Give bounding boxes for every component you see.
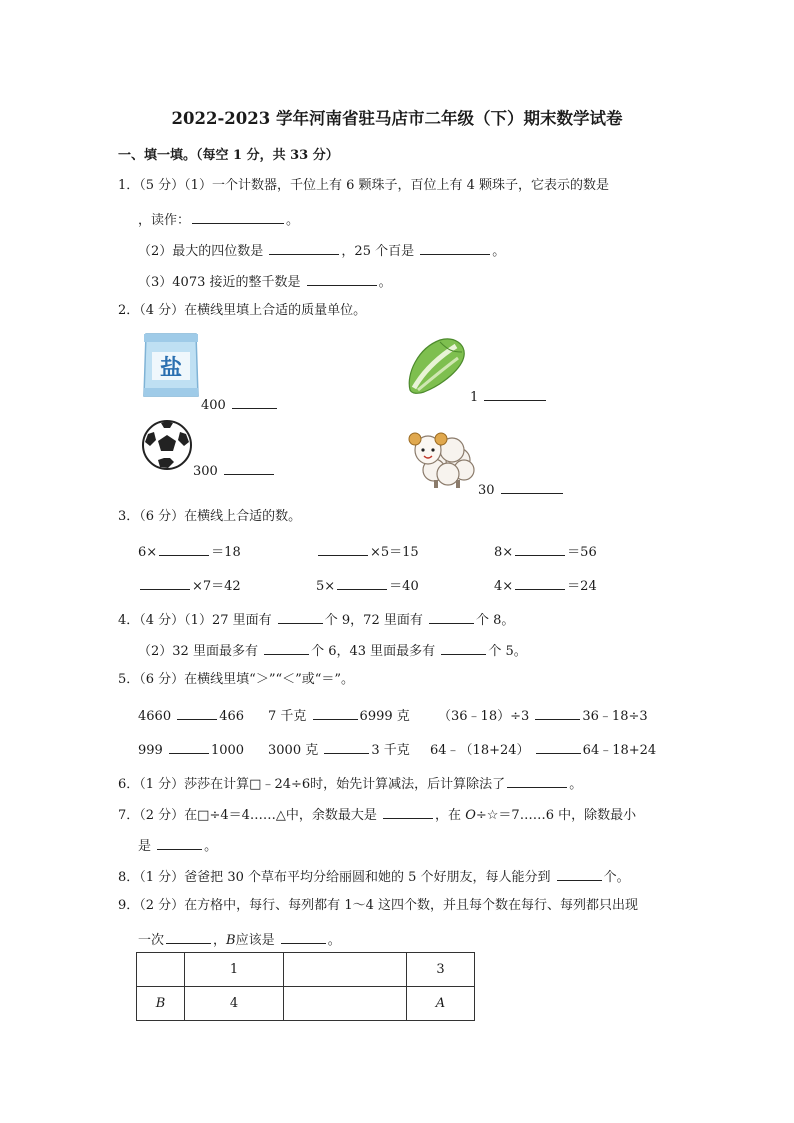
- answer-blank[interactable]: [515, 576, 565, 590]
- answer-blank[interactable]: [501, 480, 563, 494]
- text: 。: [204, 839, 218, 854]
- section-heading: 一、填一填。（每空 1 分，共 33 分）: [118, 148, 339, 163]
- question-text: （6 分）在横线里填“＞”“＜”或“＝”。: [139, 672, 355, 687]
- answer-blank[interactable]: [383, 805, 433, 819]
- answer-blank[interactable]: [264, 641, 309, 655]
- text: 36﹣18÷3: [582, 709, 648, 724]
- answer-blank[interactable]: [157, 836, 202, 850]
- question-text: （4 分）在横线里填上合适的质量单位。: [139, 303, 367, 318]
- cabbage-icon: [404, 334, 470, 396]
- grid-cell: 4: [185, 987, 284, 1021]
- question-number: 8．: [118, 870, 140, 885]
- text: 5×: [316, 579, 336, 594]
- text: ＝18: [211, 545, 241, 560]
- text: 个 8。: [476, 613, 515, 628]
- question-6: [118, 774, 582, 793]
- text: 4660: [138, 709, 172, 724]
- question-1-line-2: [138, 210, 299, 229]
- text: 一次: [138, 933, 165, 948]
- text: 64﹣18+24: [582, 743, 657, 758]
- text: 6×: [138, 545, 158, 560]
- grid-cell: B: [137, 987, 185, 1021]
- q3-item-1: [138, 542, 241, 561]
- q3-item-4: [138, 576, 241, 595]
- sheep-answer: [478, 480, 565, 499]
- salt-bag-icon: [140, 330, 202, 400]
- answer-blank[interactable]: [324, 740, 369, 754]
- value: 1: [470, 390, 479, 405]
- value: 400: [201, 398, 226, 413]
- text: 。: [286, 213, 300, 228]
- cabbage-answer: [470, 387, 548, 406]
- text: 是: [138, 839, 152, 854]
- football-icon: [140, 418, 194, 472]
- football-answer: [193, 461, 276, 480]
- question-1-line-3: [138, 241, 505, 260]
- q3-item-6: [494, 576, 597, 595]
- answer-blank[interactable]: [232, 395, 277, 409]
- answer-blank[interactable]: [278, 610, 323, 624]
- text: （2）32 里面最多有: [138, 644, 258, 659]
- question-4-line-1: [118, 610, 514, 629]
- text: 。: [569, 777, 583, 792]
- salt-label: 盐: [159, 356, 183, 381]
- grid-row: [137, 987, 475, 1021]
- question-4-line-2: [138, 641, 527, 660]
- number-grid: [136, 952, 475, 1021]
- grid-cell[interactable]: [284, 987, 407, 1021]
- text: （3）4073 接近的整千数是: [138, 275, 301, 290]
- variable-b: B: [226, 933, 236, 948]
- text: （1 分）爸爸把 30 个草布平均分给丽圆和她的 5 个好朋友，每人能分到: [139, 870, 551, 885]
- answer-blank[interactable]: [318, 542, 368, 556]
- question-text: （5 分）（1）一个计数器，千位上有 6 颗珠子，百位上有 4 颗珠子，它表示的数是: [139, 178, 610, 193]
- sheep-icon: [404, 424, 478, 490]
- question-9-line-2: [138, 930, 341, 949]
- answer-blank[interactable]: [536, 740, 581, 754]
- text: 3000 克: [268, 743, 319, 758]
- answer-blank[interactable]: [535, 706, 580, 720]
- page-title: 2022-2023 学年河南省驻马店市二年级（下）期末数学试卷: [171, 109, 623, 128]
- question-number: 3．: [118, 509, 140, 524]
- grid-cell[interactable]: [284, 953, 407, 987]
- q5-item-1: [138, 706, 244, 725]
- grid-row: [137, 953, 475, 987]
- question-1-line-1: [118, 178, 609, 194]
- text: 7 千克: [268, 709, 307, 724]
- text: ÷☆＝7……6 中，除数最小: [475, 808, 637, 823]
- q5-item-5: [268, 740, 410, 759]
- text: 个 5。: [488, 644, 527, 659]
- q3-item-3: [494, 542, 597, 561]
- text: 个。: [603, 870, 630, 885]
- text: ，25 个百是: [341, 244, 415, 259]
- answer-blank[interactable]: [484, 387, 546, 401]
- answer-blank[interactable]: [269, 241, 339, 255]
- question-1-line-4: [138, 272, 392, 291]
- question-7-line-1: [118, 805, 636, 824]
- grid-cell: A: [407, 987, 475, 1021]
- text: 。: [327, 933, 341, 948]
- question-number: 9．: [118, 898, 140, 913]
- text: 个 9，72 里面有: [324, 613, 423, 628]
- text: ，: [213, 933, 227, 948]
- answer-blank[interactable]: [557, 867, 602, 881]
- question-number: 5．: [118, 672, 140, 687]
- answer-blank[interactable]: [507, 774, 567, 788]
- text: （2 分）在方格中，每行、每列都有 1～4 这四个数，并且每个数在每行、每列都只出现: [139, 898, 638, 913]
- text: 。: [378, 275, 392, 290]
- answer-blank[interactable]: [313, 706, 358, 720]
- question-number: 7．: [118, 808, 140, 823]
- answer-blank[interactable]: [307, 272, 377, 286]
- question-number: 2．: [118, 303, 140, 318]
- text: 64﹣（18+24）: [430, 743, 530, 758]
- question-3: [118, 509, 301, 525]
- question-number: 6．: [118, 777, 140, 792]
- q5-item-4: [138, 740, 244, 759]
- q5-item-6: [430, 740, 656, 759]
- answer-blank[interactable]: [169, 740, 209, 754]
- text: 。: [492, 244, 506, 259]
- variable-o: O: [465, 808, 476, 823]
- question-number: 1．: [118, 178, 140, 193]
- grid-cell: 1: [185, 953, 284, 987]
- answer-blank[interactable]: [441, 641, 486, 655]
- text: （2）最大的四位数是: [138, 244, 264, 259]
- question-5: [118, 672, 354, 688]
- text: 466: [219, 709, 245, 724]
- text: 999: [138, 743, 163, 758]
- text: 4×: [494, 579, 514, 594]
- q5-item-3: [438, 706, 648, 725]
- text: 8×: [494, 545, 514, 560]
- answer-blank[interactable]: [140, 576, 190, 590]
- question-2: [118, 303, 366, 319]
- question-number: 4．: [118, 613, 140, 628]
- text: ＝56: [567, 545, 597, 560]
- text: 3 千克: [371, 743, 410, 758]
- text: （36﹣18）÷3: [438, 709, 530, 724]
- answer-blank[interactable]: [177, 706, 217, 720]
- text: 1000: [210, 743, 245, 758]
- answer-blank[interactable]: [192, 210, 284, 224]
- grid-cell: 3: [407, 953, 475, 987]
- value: 300: [193, 464, 218, 479]
- text: （4 分）（1）27 里面有: [139, 613, 272, 628]
- answer-blank[interactable]: [159, 542, 209, 556]
- question-text: （6 分）在横线上合适的数。: [139, 509, 302, 524]
- text: ＝24: [567, 579, 597, 594]
- q3-item-2: [316, 542, 419, 561]
- text: ×5＝15: [370, 545, 419, 560]
- answer-blank[interactable]: [420, 241, 490, 255]
- q5-item-2: [268, 706, 410, 725]
- answer-blank[interactable]: [224, 461, 274, 475]
- question-7-line-2: [138, 836, 217, 855]
- text: 6999 克: [359, 709, 410, 724]
- salt-answer: [201, 395, 279, 414]
- answer-blank[interactable]: [429, 610, 474, 624]
- q3-item-5: [316, 576, 419, 595]
- text: ×7＝42: [192, 579, 241, 594]
- text: （1 分）莎莎在计算□﹣24÷6时，始先计算减法，后计算除法了: [139, 777, 506, 792]
- question-8: [118, 867, 630, 886]
- question-9-line-1: [118, 898, 638, 914]
- answer-blank[interactable]: [515, 542, 565, 556]
- text: 个 6，43 里面最多有: [311, 644, 436, 659]
- grid-cell[interactable]: [137, 953, 185, 987]
- text: （2 分）在□÷4＝4……△中，余数最大是: [139, 808, 377, 823]
- value: 30: [478, 483, 495, 498]
- answer-blank[interactable]: [337, 576, 387, 590]
- text: ，在: [435, 808, 462, 823]
- answer-blank[interactable]: [166, 930, 211, 944]
- answer-blank[interactable]: [281, 930, 326, 944]
- text: 应该是: [235, 933, 275, 948]
- text: ，读作：: [138, 213, 191, 228]
- text: ＝40: [389, 579, 419, 594]
